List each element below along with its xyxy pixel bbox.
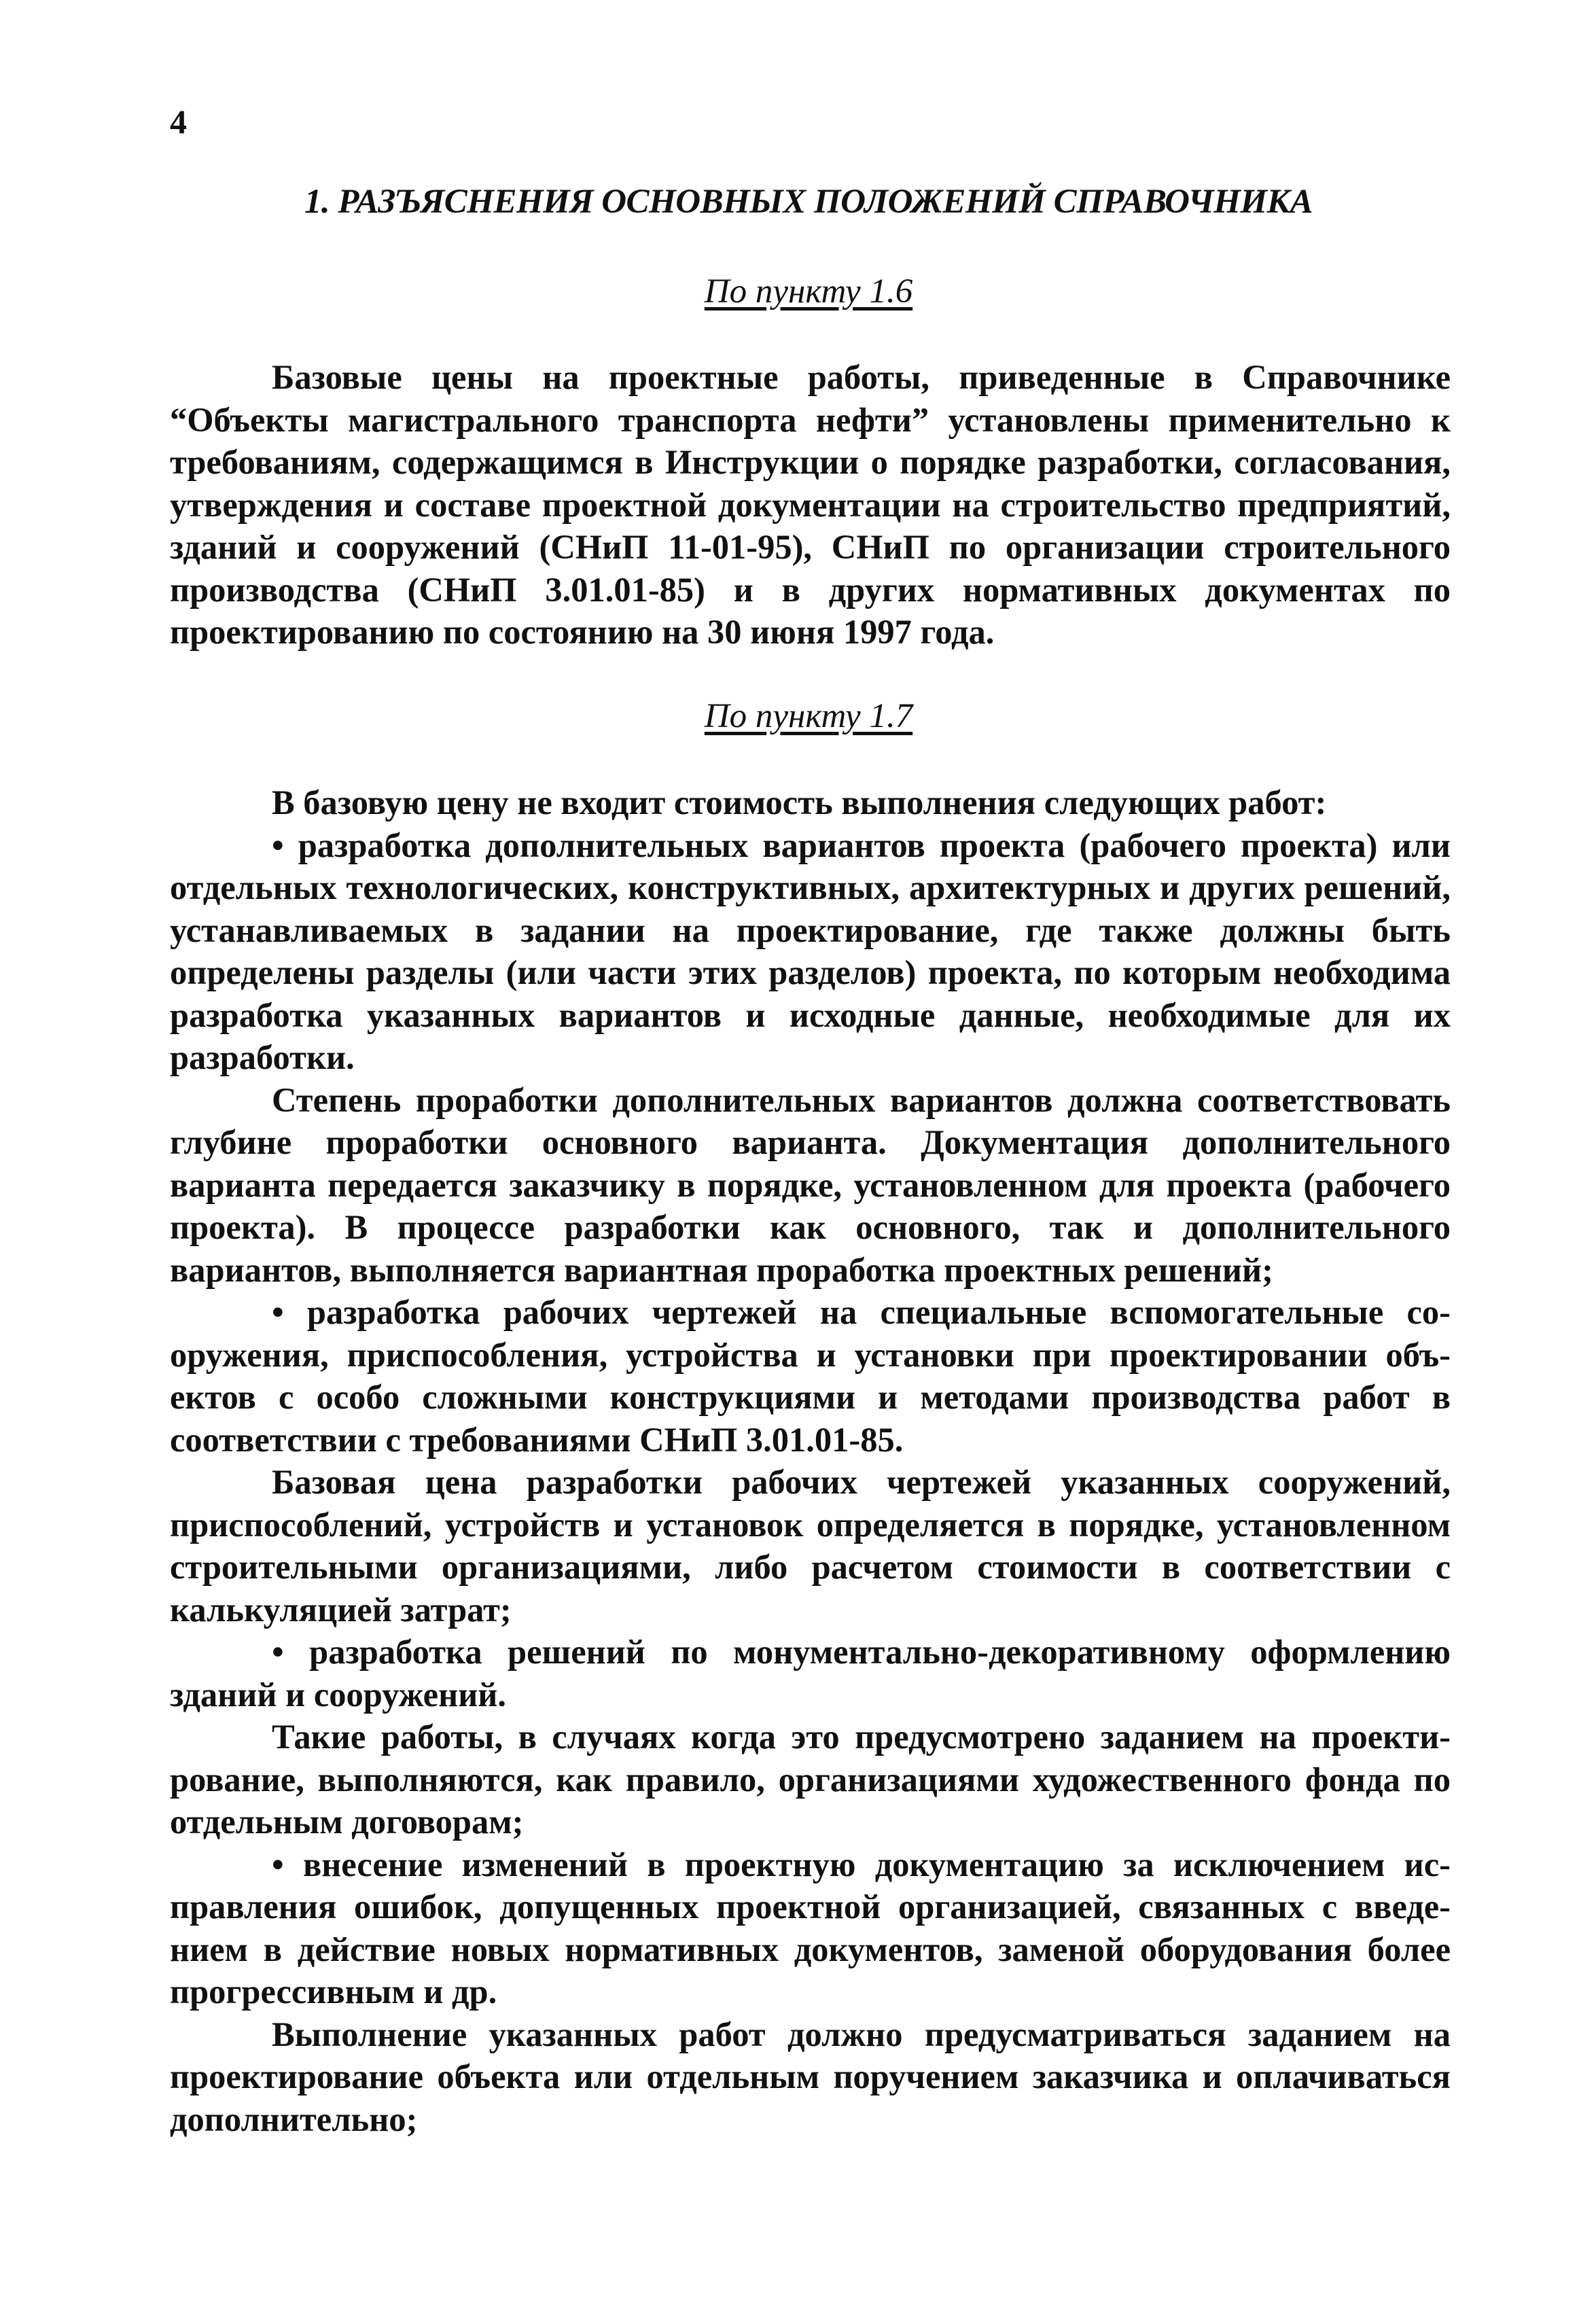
- section-title: 1. РАЗЪЯСНЕНИЯ ОСНОВНЫХ ПОЛОЖЕНИЙ СПРАВОЧНИКА: [304, 183, 1313, 221]
- paragraph: Базовые цены на проектные работы, приведенные в Справочнике “Объекты магистрального транспорта нефти” установлены применительно к требованиям, содержащимся в Инструкции о порядке разработки, согласования, утверждения и составе проектной документации на строительство предприятий, зданий и сооружений (СНиП 11-01-95), СНиП по организации строительного производства (СНиП 3.01.01-85) и в других нормативных документах по проектированию по состоянию на 30 июня 1997 года.: [170, 358, 1451, 651]
- bullet-paragraph: • разработка решений по монументально-декоративному оформлению зданий и сооружений.: [170, 1633, 1451, 1714]
- paragraph: Степень проработки дополнительных вариантов должна соответствовать глубине проработки основного варианта. Документация дополнительного варианта передается заказчику в порядке, установленном для проекта (рабочего проекта). В процессе разработки как основного, так и дополнительного вариантов, выполняется вариантная проработка проектных решений;: [170, 1080, 1451, 1289]
- bullet-paragraph: • внесение изменений в проектную документацию за исключением исправления ошибок, допущенных проектной организацией, связанных с введением в действие новых нормативных документов, заменой оборудования более прогрессивным и др.: [170, 1845, 1451, 2011]
- clause-1-6-heading-text: По пункту 1.6: [704, 272, 913, 311]
- bullet-paragraph: • разработка дополнительных вариантов проекта (рабочего проекта) или отдельных технологических, конструктивных, архитектурных и других решений, устанавливаемых в задании на проектирование, где также должны быть определены разделы (или части этих разделов) проекта, по которым необходима разработка указанных вариантов и исходные данные, необходимые для их разработки.: [170, 826, 1451, 1076]
- paragraph: Базовая цена разработки рабочих чертежей указанных сооружений, приспособлений, устройств и установок определяется в порядке, установленном строительными организациями, либо расчетом стоимости в соответствии с калькуляцией затрат;: [170, 1463, 1451, 1629]
- clause-1-6-body: [170, 356, 1451, 654]
- clause-1-7-heading-text: По пункту 1.7: [704, 697, 913, 735]
- clause-1-7-heading: [170, 696, 1447, 736]
- bullet-paragraph: • разработка рабочих чертежей на специальные вспомогательные сооружения, приспособления, устройства и установки при проектировании объектов с особо сложными конструкциями и методами производства работ в соответствии с требованиями СНиП 3.01.01-85.: [170, 1293, 1451, 1459]
- paragraph: Выполнение указанных работ должно предусматриваться заданием на проектирование объекта или отдельным поручением заказчика и оплачиваться дополнительно;: [170, 2015, 1451, 2138]
- page-number: 4: [170, 103, 187, 141]
- clause-1-6-heading: [170, 272, 1447, 311]
- paragraph: Такие работы, в случаях когда это предусмотрено заданием на проектирование, выполняются, как правило, организациями художественного фонда по отдельным договорам;: [170, 1718, 1451, 1841]
- clause-1-7-body: [170, 781, 1451, 2140]
- paragraph: В базовую цену не входит стоимость выполнения следующих работ:: [272, 783, 1327, 821]
